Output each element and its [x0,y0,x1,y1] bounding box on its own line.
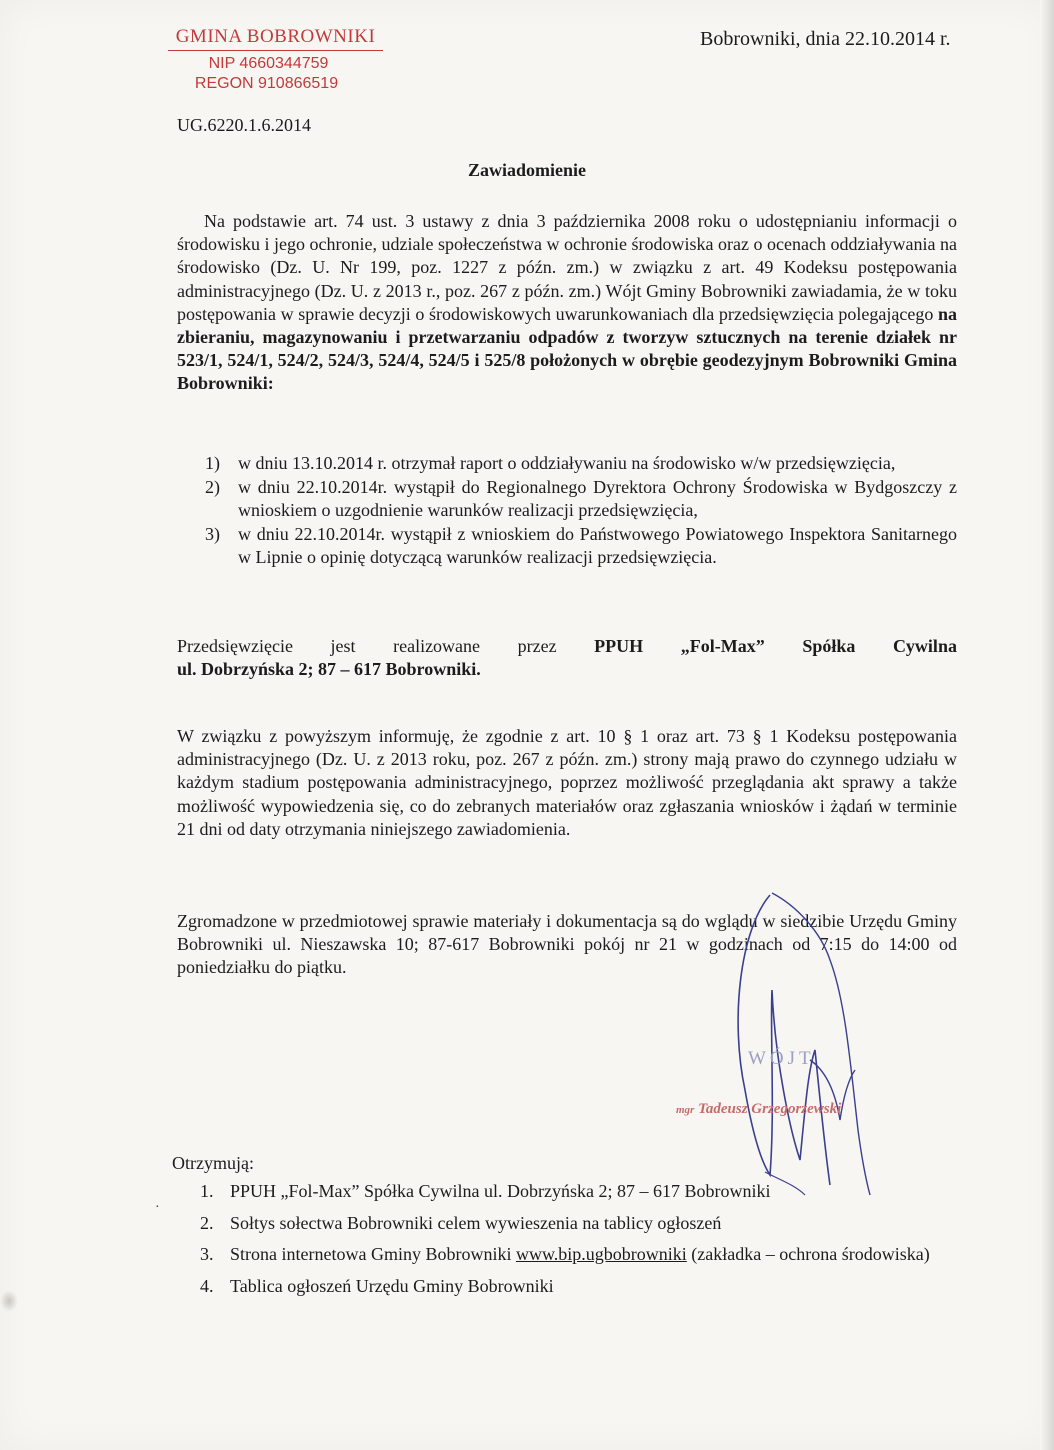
recipient-text: Sołtys sołectwa Bobrowniki celem wywieszenia na tablicy ogłoszeń [230,1212,722,1233]
list-item-text: w dniu 13.10.2014 r. otrzymał raport o oddziaływaniu na środowisko w/w przedsięwzięcia, [238,453,896,473]
mayor-title: mgr [676,1104,695,1116]
recipients-label: Otrzymują: [172,1153,254,1173]
list-item-text: w dniu 22.10.2014r. wystąpił z wnioskiem do Państwowego Powiatowego Inspektora Sanitarnego w Lipnie o opinię dotyczącą warunków realizacji przedsięwzięcia. [238,523,957,568]
paragraph-rights: W związku z powyższym informuję, że zgodnie z art. 10 § 1 oraz art. 73 § 1 Kodeksu postępowania administracyjnego (Dz. U. z 2013 roku, poz. 267 z późn. zm.) strony mają prawo do czynnego udziału w każdym stadium postępowania administracyjnego, poprzez możliwość przeglądania akt sprawy a także możliwość wypowiedzenia się, co do zebranych materiałów oraz zgłaszania wniosków i żądań w terminie 21 dni od daty otrzymania niniejszego zawiadomienia. [177,726,957,839]
investor-line [177,635,957,658]
actions-list [205,452,957,570]
paragraph-legal-basis-text: Na podstawie art. 74 ust. 3 ustawy z dnia 3 października 2008 roku o udostępnianiu informacji o środowisku i jego ochronie, udziale społeczeństwa w ochronie środowiska oraz o ocenach oddziaływania na środowisko (Dz. U. Nr 199, poz. 1227 z późn. zm.) w związku z art. 49 Kodeksu postępowania administracyjnego (Dz. U. z 2013 r., poz. 267 z późn. zm.) Wójt Gminy Bobrowniki zawiadamia, że w toku postępowania w sprawie decyzji o środowiskowych uwarunkowaniach dla przedsięwzięcia polegającego [177,211,957,324]
recipient-text: PPUH „Fol-Max” Spółka Cywilna ul. Dobrzyńska 2; 87 – 617 Bobrowniki [230,1181,771,1201]
investor-word: jest [330,636,356,656]
page-edge-shadow [1040,0,1054,1450]
recipient-item [200,1212,957,1235]
paragraph-documentation: Zgromadzone w przedmiotowej sprawie materiały i dokumentacja są do wglądu w siedzibie Urzędu Gminy Bobrowniki ul. Nieszawska 10; 87-617 Bobrowniki pokój nr 21 w godzinach od 7:15 do 14:00 od poniedziałku do piątku. [177,911,957,978]
list-item [205,476,957,523]
list-item [205,452,957,476]
mayor-name: Tadeusz Grzegorzewski [698,1101,842,1117]
date-line: Bobrowniki, dnia 22.10.2014 r. [700,28,951,50]
investor-word: Przedsięwzięcie [177,636,293,656]
list-item-text: w dniu 22.10.2014r. wystąpił do Regionalnego Dyrektora Ochrony Środowiska w Bydgoszczy z wnioskiem o uzgodnienie warunków realizacji przedsięwzięcia, [238,476,957,521]
recipient-item [200,1180,957,1203]
stamp-regon: REGON 910866519 [194,75,339,92]
mayor-name-stamp [676,1101,841,1118]
investor-name-word: PPUH [594,636,644,656]
investor-address: ul. Dobrzyńska 2; 87 – 617 Bobrowniki. [177,659,481,680]
recipient-number: 3. [200,1244,214,1264]
stray-dot: · [155,1200,160,1215]
investor-name-word: „Fol-Max” [680,636,765,656]
list-item-number: 1) [205,453,220,473]
recipient-item [200,1243,957,1266]
investor-word: realizowane [393,636,481,656]
recipient-item [200,1275,957,1298]
scan-smudge [0,1290,18,1312]
recipient-text: Strona internetowa Gminy Bobrowniki [230,1244,516,1264]
investor-name-word: Spółka [802,636,856,656]
investor-word: przez [517,636,557,656]
recipient-number: 1. [200,1181,214,1201]
stamp-gmina: GMINA BOBROWNIKI [168,26,383,51]
recipient-number: 2. [200,1212,214,1233]
recipient-text: Tablica ogłoszeń Urzędu Gminy Bobrowniki [230,1275,554,1296]
document-title: Zawiadomienie [467,160,586,180]
investor-name-word: Cywilna [892,636,957,656]
recipients-list [200,1180,957,1306]
stamp-nip: NIP 4660344759 [208,55,329,72]
recipient-number: 4. [200,1275,214,1296]
list-item-number: 3) [205,523,220,544]
paragraph-legal-basis-bold: na zbieraniu, magazynowaniu i przetwarzaniu odpadów z tworzyw sztucznych na terenie działek nr 523/1, 524/1, 524/2, 524/3, 524/4, 524/5 i 525/8 położonych w obrębie geodezyjnym Bobrowniki Gmina Bobrowniki: [177,303,957,394]
case-signum: UG.6220.1.6.2014 [177,115,311,135]
paragraph-investor [177,635,957,681]
office-stamp [168,26,383,94]
list-item [205,523,957,570]
list-item-number: 2) [205,476,220,497]
paragraph-legal-basis [177,210,957,396]
wojt-stamp: WÓJT [748,1048,815,1069]
bip-link[interactable]: www.bip.ugbobrowniki [515,1244,687,1264]
recipient-text: (zakładka – ochrona środowiska) [686,1244,930,1264]
